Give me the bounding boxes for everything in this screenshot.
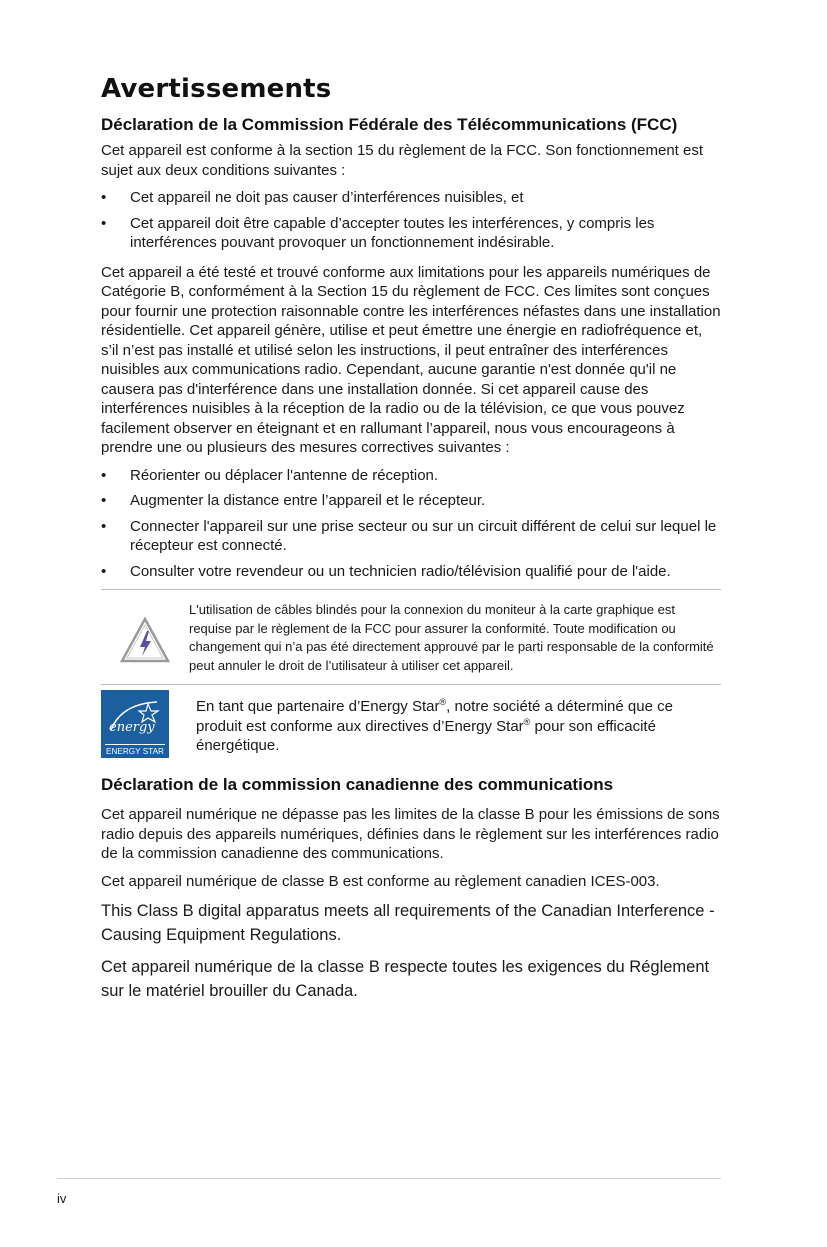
page-content [101,74,721,1011]
energy-logo-script: energy [109,720,155,735]
registered-mark: ® [523,716,531,727]
page-footer [57,1178,721,1206]
page-title: Avertissements [101,74,332,104]
fcc-body: Cet appareil a été testé et trouvé conforme aux limitations pour les appareils numériques de Catégorie B, conformément à la Section 15 du règlement de FCC. Ces limites sont conçues pour fournir une protection raisonnable contre les interférences néfastes dans une installation résidentielle. Cet appareil génère, utilise et peut émettre une énergie en radiofréquence et, s’il n’est pas installé et utilisé selon les instructions, il peut entraîner des interférences nuisibles aux communications radio. Cependant, aucune garantie n'est donnée qu'il ne causera pas d'interférence dans une installation donnée. Si cet appareil cause des interférences nuisibles à la réception de la radio ou de la télévision, ce que vous pouvez facilement observer en éteignant et en rallumant l’appareil, nous vous encourageons à prendre une ou plusieurs des mesures correctives suivantes : [101,263,721,456]
energy-text-part: , notre société a déterminé que ce produit est conforme aux directives d’Energy Star [196,698,673,735]
list-item: • Augmenter la distance entre l’appareil et le récepteur. [101,491,721,511]
canada-paragraph-1: Cet appareil numérique ne dépasse pas les limites de la classe B pour les émissions de sons radio depuis des appareils numériques, définies dans le règlement sur les interférences radio de la commission canadienne des communications. [101,806,720,862]
canada-heading: Déclaration de la commission canadienne des communications [101,775,614,794]
energy-text-part: En tant que partenaire d’Energy Star [196,698,440,715]
list-item: • Cet appareil ne doit pas causer d’interférences nuisibles, et [101,188,721,208]
canada-paragraph-3: This Class B digital apparatus meets all requirements of the Canadian Interference - Causing Equipment Regulations. [101,902,715,944]
energy-star-logo [101,690,169,758]
fcc-conditions-list [101,188,721,253]
canada-paragraph-4: Cet appareil numérique de la classe B respecte toutes les exigences du Réglement sur le matériel brouiller du Canada. [101,958,710,1000]
list-item: • Consulter votre revendeur ou un technicien radio/télévision qualifié pour de l'aide. [101,562,721,582]
warning-icon [101,601,189,675]
warning-note-text: L'utilisation de câbles blindés pour la connexion du moniteur à la carte graphique est requise par le règlement de la FCC pour assurer la conformité. Toute modification ou changement qui n’a pas été directement approuvé par le parti responsable de la conformité peut annuler le droit de l’utilisateur à utiliser cet appareil. [189,602,714,673]
registered-mark: ® [439,697,447,707]
energy-text-part: pour son efficacité énergétique. [196,717,656,754]
energy-star-box [101,684,721,768]
fcc-heading: Déclaration de la Commission Fédérale des Télécommunications (FCC) [101,115,678,134]
list-item: • Connecter l'appareil sur une prise secteur ou sur un circuit différent de celui sur lequel le récepteur est connecté. [101,517,721,556]
fcc-intro: Cet appareil est conforme à la section 15 du règlement de la FCC. Son fonctionnement est sujet aux deux conditions suivantes : [101,142,703,179]
warning-note-box [101,589,721,684]
energy-star-text [196,690,721,758]
page-number: iv [57,1191,67,1206]
fcc-measures-list [101,466,721,582]
canada-paragraph-2: Cet appareil numérique de classe B est conforme au règlement canadien ICES-003. [101,872,660,890]
list-item: • Cet appareil doit être capable d’accepter toutes les interférences, y compris les interférences pouvant provoquer un fonctionnement indésirable. [101,214,721,253]
list-item: • Réorienter ou déplacer l'antenne de réception. [101,466,721,486]
energy-logo-label: ENERGY STAR [106,747,164,756]
